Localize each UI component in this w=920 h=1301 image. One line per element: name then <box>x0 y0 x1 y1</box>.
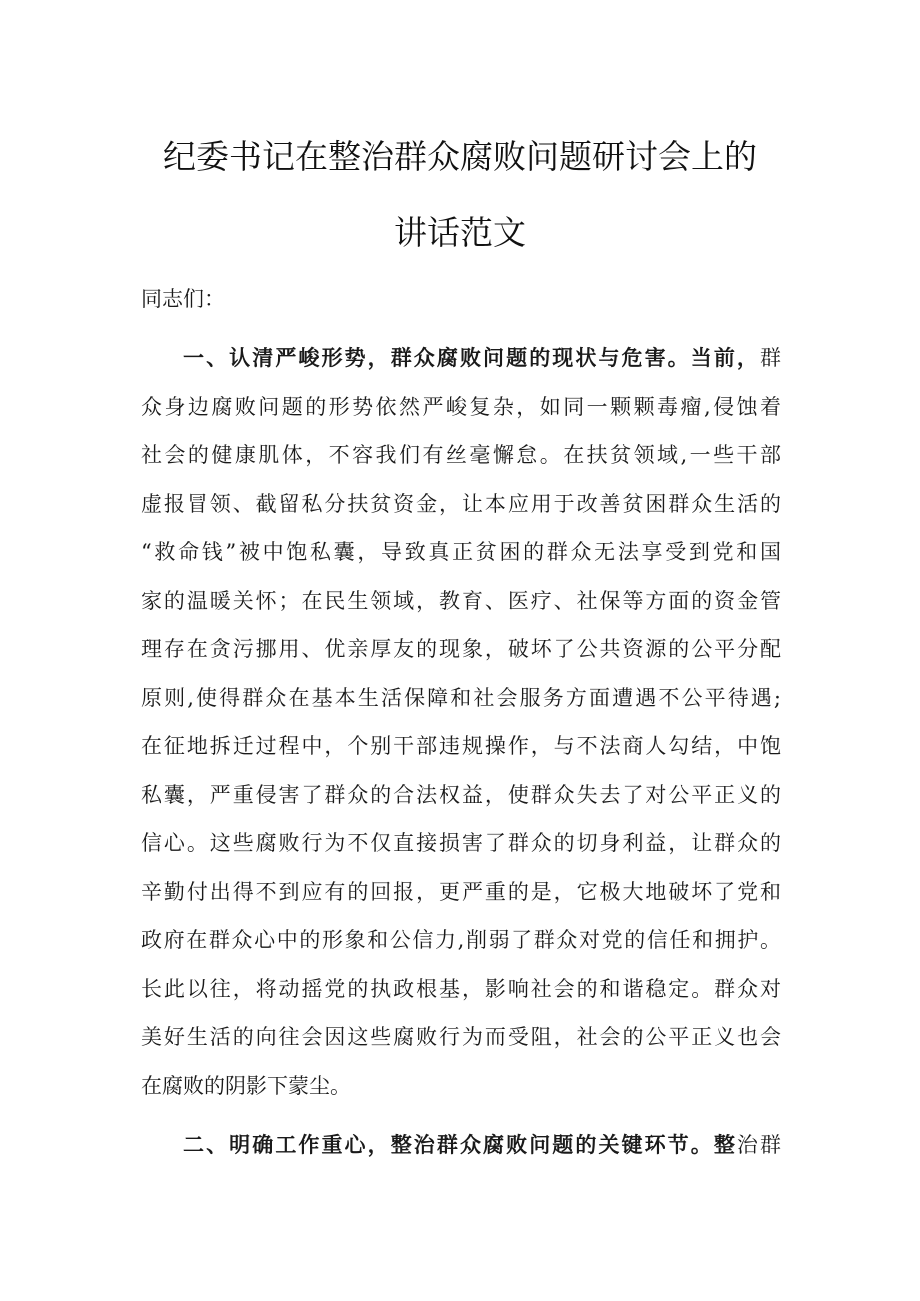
paragraph-1-line: 在征地拆迁过程中，个别干部违规操作，与不法商人勾结，中饱 <box>141 734 781 758</box>
paragraph-2-heading: 二、明确工作重心，整治群众腐败问题的关键环节。整 <box>183 1132 737 1157</box>
paragraph-2-line <box>141 1130 781 1179</box>
greeting: 同志们： <box>141 287 225 311</box>
paragraph-1-line <box>141 343 781 392</box>
document-title-line-1: 纪委书记在整治群众腐败问题研讨会上的 <box>163 137 757 176</box>
paragraph-1-line: 信心。这些腐败行为不仅直接损害了群众的切身利益，让群众的 <box>141 831 781 855</box>
document-title-line-2: 讲话范文 <box>394 213 526 252</box>
paragraph-1-line: “救命钱”被中饱私囊，导致真正贫困的群众无法享受到党和国 <box>141 540 781 564</box>
paragraph-1-line: 长此以往，将动摇党的执政根基，影响社会的和谐稳定。群众对 <box>141 976 781 1001</box>
paragraph-1-line: 理存在贪污挪用、优亲厚友的现象，破坏了公共资源的公平分配 <box>141 637 781 661</box>
paragraph-1 <box>141 343 781 1119</box>
paragraph-1-line: 社会的健康肌体，不容我们有丝毫懈怠。在扶贫领域,一些干部 <box>141 443 781 467</box>
paragraph-1-line-text: 群 <box>760 346 781 370</box>
paragraph-1-line: 辛勤付出得不到应有的回报，更严重的是，它极大地破坏了党和 <box>141 879 781 904</box>
paragraph-2-line-text: 治群 <box>736 1133 781 1157</box>
paragraph-1-line: 家的温暖关怀；在民生领域，教育、医疗、社保等方面的资金管 <box>141 588 781 613</box>
paragraph-1-line: 政府在群众心中的形象和公信力,削弱了群众对党的信任和拥护。 <box>141 928 781 952</box>
paragraph-1-line: 原则,使得群众在基本生活保障和社会服务方面遭遇不公平待遇; <box>141 685 781 710</box>
paragraph-1-line: 众身边腐败问题的形势依然严峻复杂，如同一颗颗毒瘤,侵蚀着 <box>141 394 781 419</box>
paragraph-1-line: 美好生活的向往会因这些腐败行为而受阻，社会的公平正义也会 <box>141 1025 781 1049</box>
paragraph-1-line: 在腐败的阴影下蒙尘。 <box>141 1073 351 1098</box>
paragraph-1-line: 私囊，严重侵害了群众的合法权益，使群众失去了对公平正义的 <box>141 782 781 807</box>
paragraph-1-line: 虚报冒领、截留私分扶贫资金，让本应用于改善贫困群众生活的 <box>141 491 781 516</box>
paragraph-1-heading: 一、认清严峻形势，群众腐败问题的现状与危害。当前， <box>183 345 760 370</box>
paragraph-2 <box>141 1130 781 1179</box>
